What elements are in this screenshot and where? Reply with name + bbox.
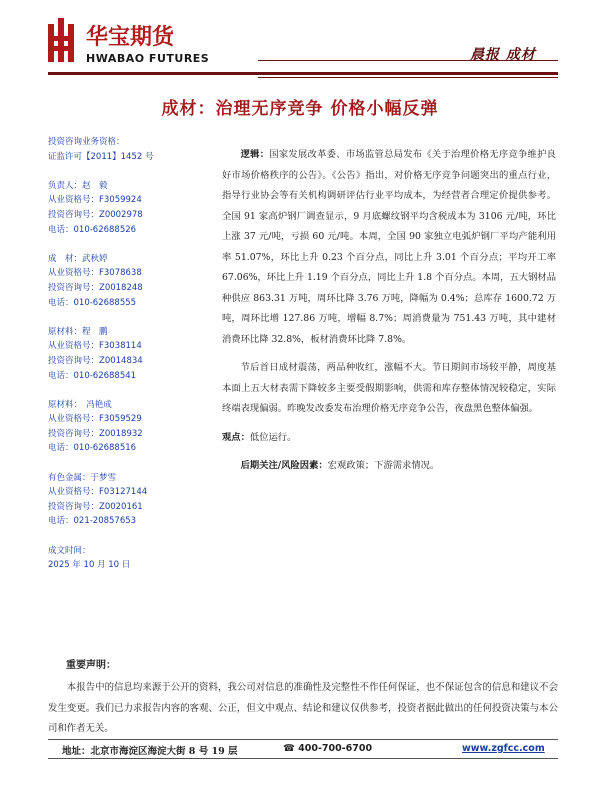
logo-text-cn: 华宝期货 <box>86 25 175 50</box>
logic-label: 逻辑： <box>240 149 270 160</box>
sidebar-line: 2025 年 10 月 10 日 <box>48 560 131 571</box>
sidebar-line: 从业资格号：F3059529 <box>48 414 142 425</box>
company-logo <box>48 14 238 72</box>
footer-phone: ☎ 400-700-6700 <box>283 743 373 754</box>
sidebar-line: 原材料：程 鹏 <box>48 326 108 337</box>
follow-label: 后期关注/风险因素： <box>240 460 328 471</box>
report-body <box>222 145 556 477</box>
sidebar-line: 从业资格号：F3059924 <box>48 195 142 206</box>
paragraph-market <box>222 358 556 420</box>
sidebar-line: 电话：021-20857653 <box>48 516 137 527</box>
sidebar-line: 投资咨询号：Z0002978 <box>48 209 143 220</box>
report-title: 成材：治理无序竞争 价格小幅反弹 <box>161 99 439 119</box>
paragraph-logic <box>222 145 556 350</box>
sidebar-line: 投资咨询号：Z0018248 <box>48 282 143 293</box>
sidebar-line: 投资咨询号：Z0018932 <box>48 428 143 439</box>
sidebar-line: 电话：010-62688555 <box>48 297 137 308</box>
logic-text: 国家发展改革委、市场监管总局发布《关于治理价格无序竞争维护良好市场价格秩序的公告》。《公告》指出，对价格无序竞争问题突出的重点行业，指导行业协会等有关机构调研评估行业平均成本，为经营者合理定价提供参考。全国 91 家高炉钢厂调查显示，9 月底螺纹钢平均含税成本为 3106 元/吨，环比上涨 37 元/吨，亏损 60 元/吨。本周，全国 90 家独立电弧炉钢厂平均产能利用率 51.07%，环比上升 0.23 个百分点，同比上升 3.01 个百分点；平均开工率 67.06%，环比上升 1.19 个百分点，同比上升 1.8 个百分点。本周，五大钢材品种供应 863.31 万吨，周环比降 3.76 万吨，降幅为 0.4%；总库存 1600.72 万吨，周环比增 127.86 万吨，增幅 8.7%；周消费量为 751.43 万吨，其中建材消费环比降 32.8%，板材消费环比降 7.8%。 <box>222 149 556 345</box>
sidebar-line: 有色金属：于梦雪 <box>48 472 117 483</box>
sidebar-line: 电话：010-62688526 <box>48 224 137 235</box>
sidebar-contacts <box>48 135 208 573</box>
sidebar-line: 电话：010-62688541 <box>48 370 137 381</box>
view-label: 观点： <box>222 431 250 443</box>
sidebar-line: 从业资格号：F3078638 <box>48 268 142 279</box>
paragraph-view <box>222 428 556 449</box>
sidebar-line: 投资咨询号：Z0014834 <box>48 355 143 366</box>
sidebar-line: 负责人：赵 毅 <box>48 180 108 191</box>
market-text: 节后首日成材震荡，两品种收红，涨幅不大。节日期间市场较平静，周度基本面上五大材表需下降较多主要受假期影响，供需和库存整体情况较稳定，实际终端表现偏弱。昨晚发改委发布治理价格无序竞争公告，夜盘黑色整体偏强。 <box>222 362 556 414</box>
sidebar-line: 从业资格号：F03127144 <box>48 487 148 498</box>
sidebar-line: 证监许可【2011】1452 号 <box>48 151 154 162</box>
sidebar-line: 投资咨询号：Z0020161 <box>48 501 143 512</box>
footer-divider-bottom <box>48 758 558 759</box>
sidebar-line: 成 材：武秋婷 <box>48 253 108 264</box>
sidebar-line: 成文时间： <box>48 545 91 556</box>
view-text: 低位运行。 <box>249 431 297 443</box>
header-divider-thick <box>48 72 558 75</box>
header-divider-thin <box>258 77 558 78</box>
disclaimer-title: 重要声明： <box>66 660 116 671</box>
sidebar-line: 原材料： 冯艳成 <box>48 399 112 410</box>
disclaimer-body: 本报告中的信息均来源于公开的资料，我公司对信息的准确性及完整性不作任何保证，也不保证包含的信息和建议不会发生变更。我们已力求报告内容的客观、公正，但文中观点、结论和建议仅供参考，投资者据此做出的任何投资决策与本公司和作者无关。 <box>48 682 558 734</box>
footer-address: 地址：北京市海淀区海淀大街 8 号 19 层 <box>62 746 238 757</box>
logo-text-en: HWABAO FUTURES <box>86 52 210 65</box>
paragraph-follow <box>222 456 556 477</box>
follow-text: 宏观政策；下游需求情况。 <box>327 460 440 471</box>
footer-website-link[interactable]: www.zgfcc.com <box>462 743 545 754</box>
footer-divider <box>48 739 558 740</box>
report-tag: 晨报 成材 <box>470 47 536 63</box>
sidebar-line: 投资咨询业务资格： <box>48 137 125 147</box>
sidebar-line: 从业资格号：F3038114 <box>48 341 142 352</box>
sidebar-line: 电话：010-62688516 <box>48 443 137 454</box>
